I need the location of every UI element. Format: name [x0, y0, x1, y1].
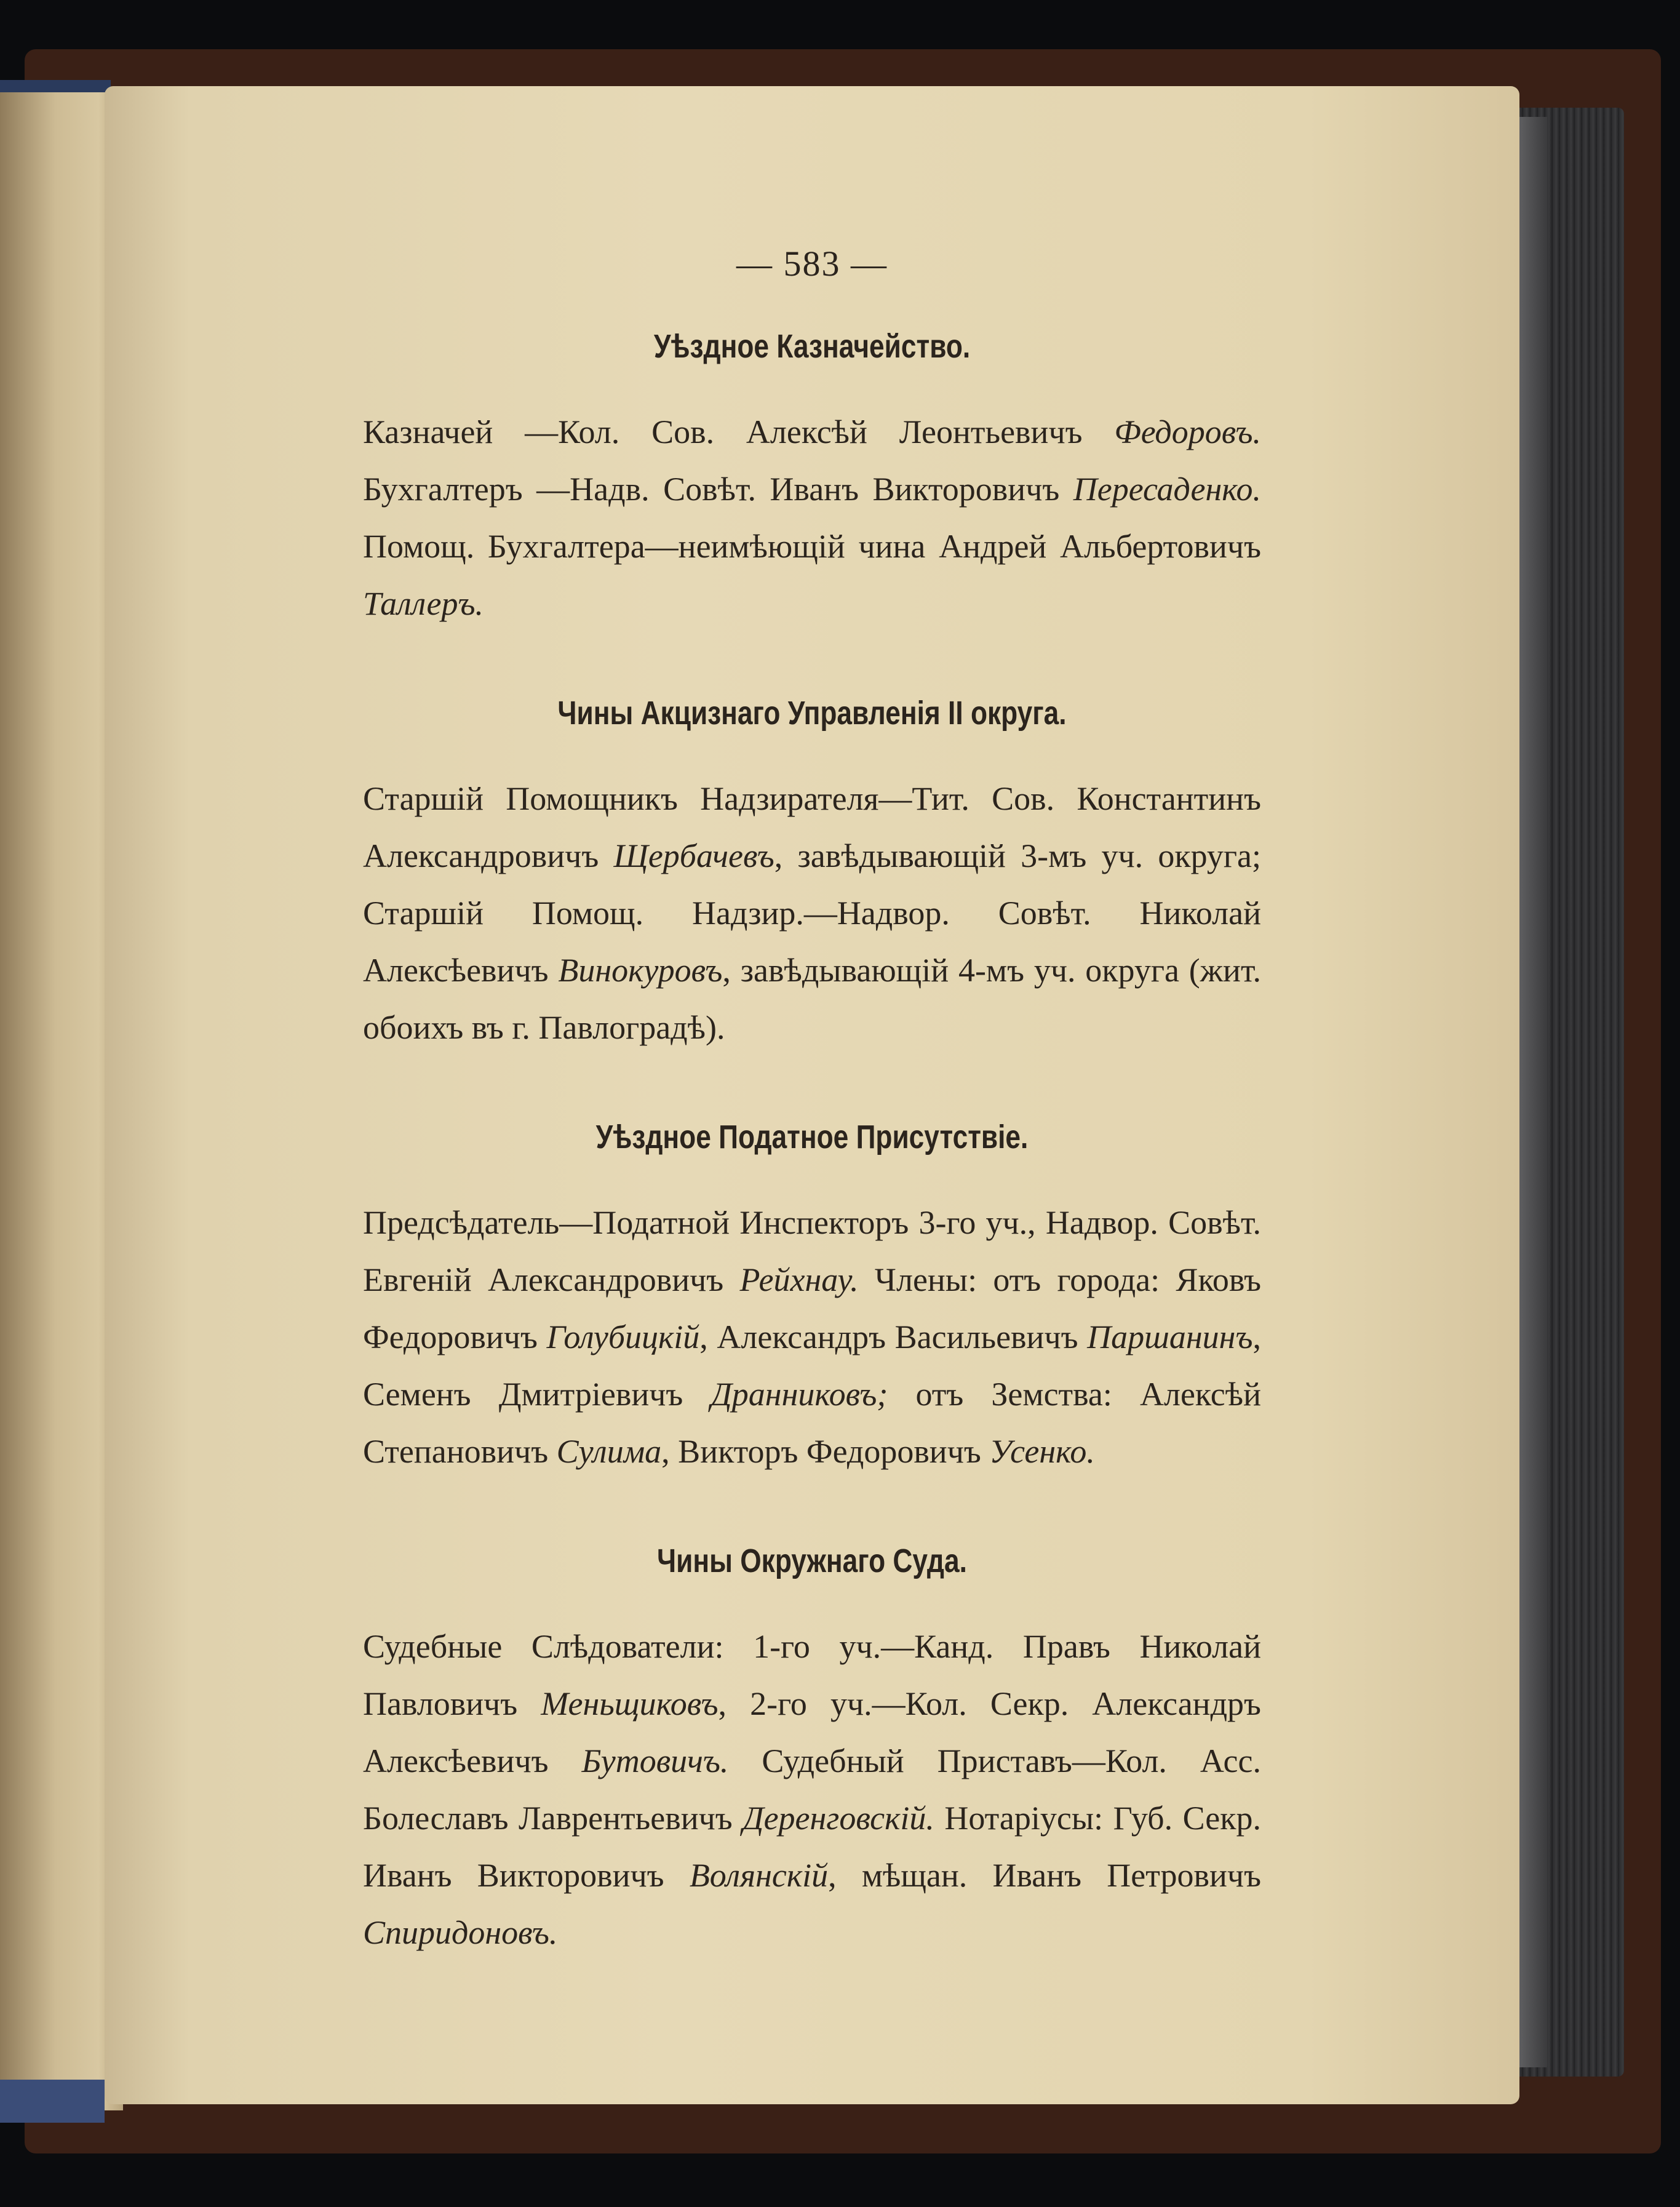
text-run: , завѣдывающій 3-мъ уч. округа; Старшій Помощ. Надзир.—Надвор. Совѣт. Николай Алексѣевичъ — [363, 837, 1262, 989]
section-heading-district-court: Чины Окружнаго Суда. — [657, 1543, 967, 1579]
page-number: — 583 — — [736, 244, 888, 284]
italic-surname: Дранниковъ; — [711, 1376, 888, 1413]
italic-surname: Сулима — [556, 1433, 662, 1470]
italic-surname: Рейхнау. — [739, 1261, 859, 1298]
italic-surname: Волянскій — [689, 1857, 829, 1894]
text-run: , мѣщан. Иванъ Петровичъ — [828, 1857, 1261, 1894]
italic-surname: Паршанинъ — [1087, 1319, 1253, 1355]
italic-surname: Голубицкій — [546, 1319, 700, 1355]
text-run: , Александръ Васильевичъ — [699, 1319, 1088, 1355]
section-body-treasury — [363, 404, 1261, 633]
italic-surname: Меньщиковъ — [541, 1685, 719, 1722]
text-run: Старшій Помощникъ Надзирателя—Тит. Сов. Константинъ Александровичъ — [363, 780, 1261, 874]
italic-surname: Щербачевъ — [613, 837, 774, 874]
page-text — [363, 243, 1261, 2023]
section-body-tax-office — [363, 1194, 1261, 1480]
italic-surname: Винокуровъ — [558, 952, 723, 989]
italic-surname: Федоровъ. — [1114, 413, 1261, 450]
section-heading-treasury: Уѣздное Казначейство. — [653, 328, 971, 365]
italic-surname: Спиридоновъ. — [363, 1914, 558, 1951]
italic-surname: Усенко. — [989, 1433, 1095, 1470]
text-run: Нотаріусы: Губ. Секр. Иванъ Викторовичъ — [363, 1800, 1262, 1894]
text-run: Члены: отъ города: Яковъ Федоровичъ — [363, 1261, 1262, 1355]
text-run: , Викторъ Федоровичъ — [661, 1433, 990, 1470]
text-run: отъ Земства: Алексѣй Степановичъ — [363, 1376, 1261, 1470]
text-run: Предсѣдатель—Податной Инспекторъ 3-го уч., Надвор. Совѣт. Евгеній Александровичъ — [363, 1204, 1261, 1298]
text-run: Казначей —Кол. Сов. Алексѣй Леонтьевичъ — [363, 413, 1115, 450]
italic-surname: Пересаденко. — [1073, 471, 1261, 508]
text-run: Судебный Приставъ—Кол. Асс. Болеславъ Лаврентьевичъ — [363, 1742, 1261, 1837]
italic-surname: Деренговскій. — [742, 1800, 934, 1837]
section-heading-excise: Чины Акцизнаго Управленія II округа. — [557, 695, 1067, 732]
text-run: Помощ. Бухгалтера—неимѣющій чина Андрей Альбертовичъ — [363, 528, 1261, 565]
section-body-district-court — [363, 1618, 1261, 1962]
text-run: Судебные Слѣдователи: 1-го уч.—Канд. Правъ Николай Павловичъ — [363, 1628, 1261, 1722]
italic-surname: Таллеръ. — [363, 585, 484, 622]
text-run: , 2-го уч.—Кол. Секр. Александръ Алексѣевичъ — [363, 1685, 1261, 1779]
text-run: , завѣдывающій 4-мъ уч. округа (жит. обоихъ въ г. Павлоградѣ). — [363, 952, 1261, 1046]
text-run: , Семенъ Дмитріевичъ — [363, 1319, 1261, 1413]
text-run: Бухгалтеръ —Надв. Совѣт. Иванъ Викторовичъ — [363, 471, 1073, 508]
section-body-excise — [363, 770, 1261, 1056]
italic-surname: Бутовичъ. — [581, 1742, 729, 1779]
section-heading-tax-office: Уѣздное Податное Присутствіе. — [595, 1119, 1029, 1155]
left-endpaper-bottom — [0, 2080, 105, 2123]
